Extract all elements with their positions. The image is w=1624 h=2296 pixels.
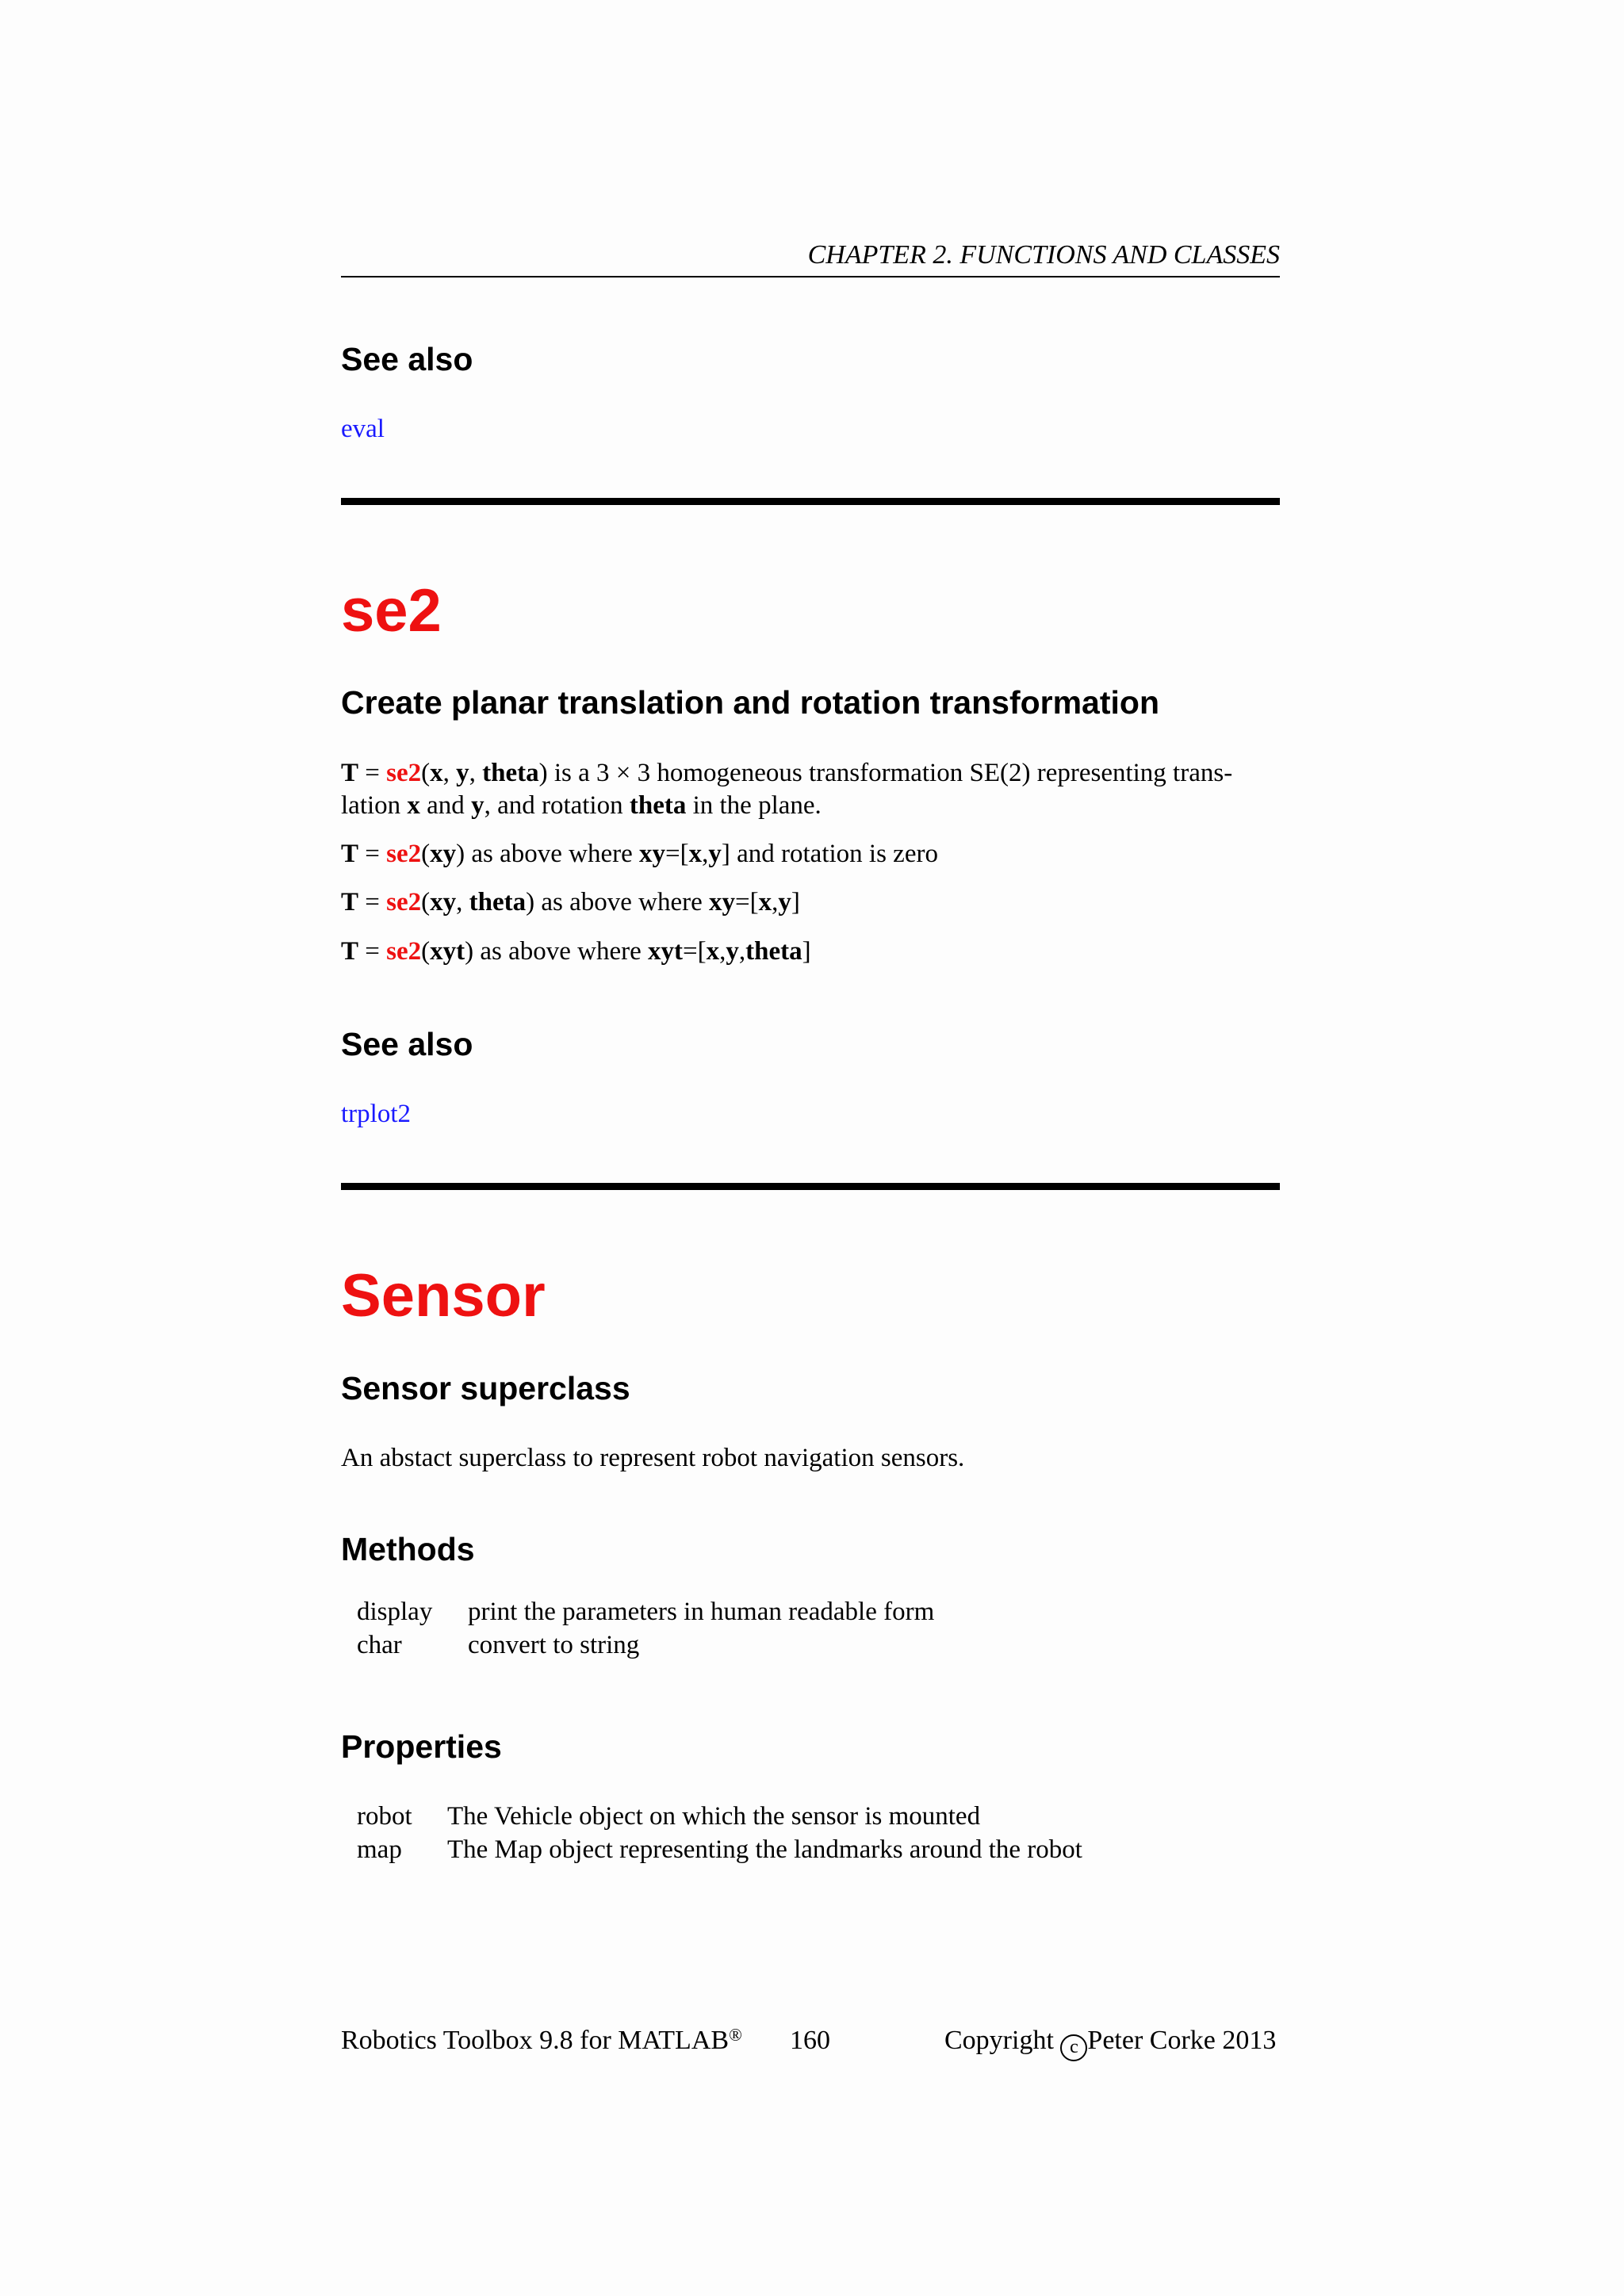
text: , <box>719 937 726 966</box>
function-name: se2 <box>386 888 422 916</box>
property-description: The Vehicle object on which the sensor is mounted <box>447 1802 981 1831</box>
see-also-heading: See also <box>341 1026 473 1062</box>
var-xy: xy <box>639 840 666 868</box>
separator: , <box>442 759 457 787</box>
methods-heading: Methods <box>341 1531 475 1567</box>
section-title-se2: se2 <box>341 577 442 645</box>
arg-y: y <box>471 791 485 820</box>
text: ) as above where <box>526 888 710 916</box>
method-row <box>357 1595 934 1628</box>
arg-y: y <box>778 888 791 916</box>
text: ] and rotation is zero <box>721 840 938 868</box>
section-title-sensor: Sensor <box>341 1262 546 1330</box>
paren: ( <box>421 888 431 916</box>
text: lation <box>341 791 408 820</box>
text: ] <box>791 888 800 916</box>
function-name: se2 <box>386 759 422 787</box>
text: in the plane. <box>686 791 822 820</box>
text: =[ <box>665 840 689 868</box>
var-xyt: xyt <box>648 937 684 966</box>
arg-xy: xy <box>430 840 457 868</box>
se2-usage-1 <box>341 757 1280 790</box>
se2-usage-3 <box>341 886 1280 919</box>
see-also-link-trplot2[interactable]: trplot2 <box>341 1100 411 1128</box>
separator: , <box>469 759 483 787</box>
equals: = <box>358 888 387 916</box>
method-name: display <box>357 1598 433 1626</box>
function-name: se2 <box>386 840 422 868</box>
registered-mark: ® <box>729 2025 742 2045</box>
equals: = <box>358 840 387 868</box>
text: , and rotation <box>484 791 630 820</box>
footer-book-title: Robotics Toolbox 9.8 for MATLAB <box>341 2026 730 2055</box>
property-row <box>357 1833 1082 1866</box>
running-header <box>341 235 1280 277</box>
method-name: char <box>357 1631 402 1659</box>
property-description: The Map object representing the landmarks around the robot <box>447 1835 1082 1864</box>
function-name: se2 <box>386 937 422 966</box>
text: , <box>738 937 746 966</box>
text: , <box>772 888 779 916</box>
output-var: T <box>341 840 359 868</box>
text: ] <box>802 937 811 966</box>
property-name: robot <box>357 1802 412 1831</box>
arg-y: y <box>708 840 722 868</box>
arg-xy: xy <box>430 888 457 916</box>
arg-theta: theta <box>745 937 802 966</box>
paren: ( <box>421 840 431 868</box>
arg-theta: theta <box>629 791 687 820</box>
arg-x: x <box>430 759 443 787</box>
property-name: map <box>357 1835 402 1864</box>
se2-usage-2 <box>341 838 1280 871</box>
arg-x: x <box>688 840 703 868</box>
arg-y: y <box>726 937 739 966</box>
text: =[ <box>683 937 707 966</box>
text: and <box>419 791 472 820</box>
footer-title <box>341 2023 742 2061</box>
text: ) as above where <box>456 840 640 868</box>
section-divider <box>341 1183 1280 1190</box>
arg-xyt: xyt <box>430 937 465 966</box>
equals: = <box>358 759 387 787</box>
method-row <box>357 1628 639 1662</box>
see-also-heading: See also <box>341 341 473 377</box>
text: =[ <box>735 888 759 916</box>
method-description: print the parameters in human readable form <box>468 1598 935 1626</box>
equals: = <box>358 937 387 966</box>
text: , <box>702 840 709 868</box>
text: ) as above where <box>465 937 649 966</box>
sensor-description: An abstact superclass to represent robot navigation sensors. <box>341 1444 965 1472</box>
se2-usage-1-continued <box>341 790 1280 822</box>
arg-x: x <box>758 888 772 916</box>
arg-x: x <box>706 937 720 966</box>
footer-copyright <box>944 2023 1276 2061</box>
paren: ( <box>421 937 431 966</box>
paren: ( <box>421 759 431 787</box>
section-subtitle-sensor: Sensor superclass <box>341 1370 630 1406</box>
output-var: T <box>341 759 359 787</box>
running-title: CHAPTER 2. FUNCTIONS AND CLASSES <box>807 240 1280 270</box>
method-description: convert to string <box>468 1631 640 1659</box>
arg-y: y <box>456 759 469 787</box>
property-row <box>357 1800 980 1833</box>
see-also-link-eval[interactable]: eval <box>341 415 385 443</box>
arg-theta: theta <box>469 888 527 916</box>
se2-usage-4 <box>341 936 1280 968</box>
copyright-icon: c <box>1060 2034 1087 2061</box>
section-divider <box>341 498 1280 505</box>
page-number: 160 <box>790 2026 830 2055</box>
description-text: ) is a 3 × 3 homogeneous transformation SE(2) representing trans- <box>538 759 1233 787</box>
arg-x: x <box>407 791 420 820</box>
properties-heading: Properties <box>341 1728 502 1765</box>
copyright-label: Copyright <box>944 2026 1061 2055</box>
arg-theta: theta <box>482 759 539 787</box>
output-var: T <box>341 888 359 916</box>
output-var: T <box>341 937 359 966</box>
var-xy: xy <box>709 888 736 916</box>
copyright-holder: Peter Corke 2013 <box>1087 2026 1277 2055</box>
section-subtitle-se2: Create planar translation and rotation transformation <box>341 684 1159 721</box>
separator: , <box>456 888 469 916</box>
